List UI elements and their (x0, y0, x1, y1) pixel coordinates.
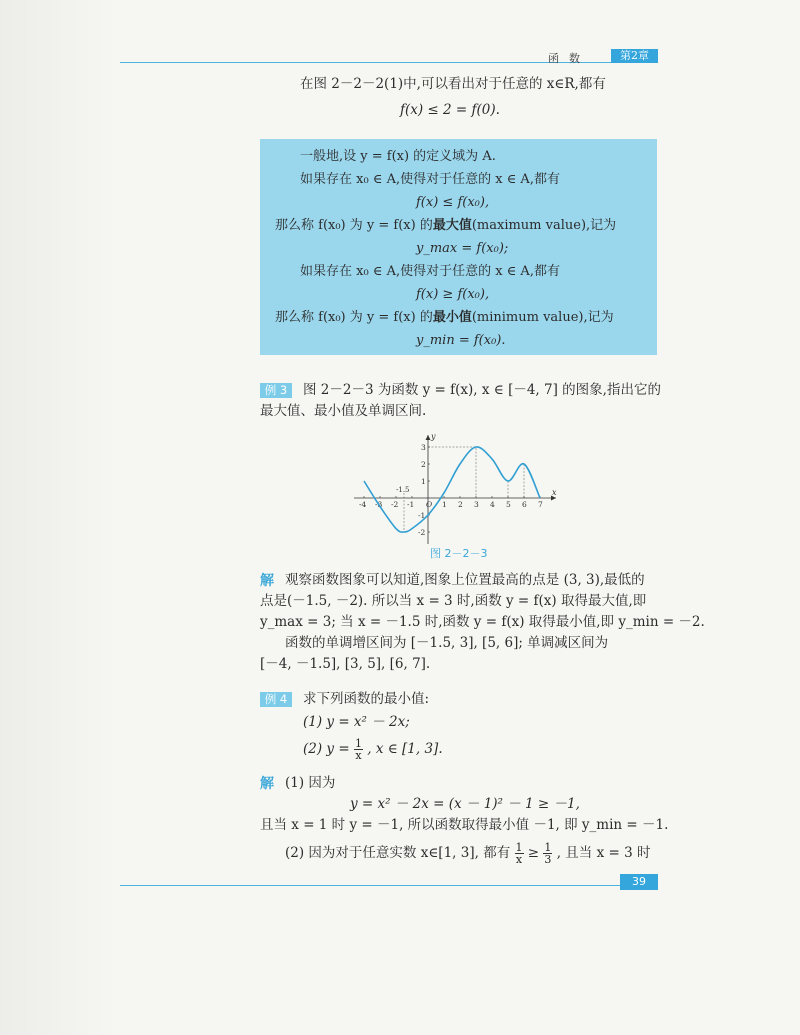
min-value-term: 最小值 (432, 310, 472, 325)
x-tick-label: 5 (506, 500, 511, 509)
header-title: 函数 (548, 52, 590, 65)
page-number: 39 (620, 874, 658, 890)
solution-3-line-2: 点是(－1.5, －2). 所以当 x = 3 时,函数 y = f(x) 取得最大值,即 (260, 593, 647, 609)
x-tick-label: -4 (359, 500, 367, 509)
solution-3-line-3: y_max = 3; 当 x = －1.5 时,函数 y = f(x) 取得最小值,即 y_min = －2. (260, 614, 705, 630)
def-line-7: f(x) ≥ f(x₀), (416, 287, 490, 302)
def-line-1: 一般地,设 y = f(x) 的定义域为 A. (300, 149, 496, 164)
y-tick-label: 3 (421, 443, 426, 452)
x-tick-label: 2 (458, 500, 463, 509)
page-shadow (0, 0, 120, 1035)
def-line-3: f(x) ≤ f(x₀), (416, 195, 490, 210)
min-x-annotation: -1.5 (396, 486, 410, 494)
def-line-9: y_min = f(x₀). (416, 333, 506, 348)
example-3-line-1: 图 2－2－3 为函数 y = f(x), x ∈ [－4, 7] 的图象,指出它的 (303, 382, 661, 398)
y-tick-label: -2 (418, 528, 426, 537)
fraction-denominator: x (515, 853, 523, 866)
y-axis-arrow (426, 435, 431, 440)
solution-3-label: 解 (260, 573, 274, 589)
solution-4-line-3: 且当 x = 1 时 y = －1, 所以函数取得最小值 －1, 即 y_min = －1. (260, 817, 669, 833)
def-line-4 (275, 216, 616, 236)
x-tick-label: -2 (391, 500, 399, 509)
example-4-domain: , x ∈ [1, 3]. (367, 741, 443, 757)
max-value-term: 最大值 (432, 218, 472, 233)
solution-4-label: 解 (260, 776, 274, 792)
solution-3-line-5: [－4, －1.5], [3, 5], [6, 7]. (260, 656, 431, 672)
example-4-line-1: 求下列函数的最小值: (303, 691, 430, 707)
max-guide-line (428, 447, 476, 498)
footer-rule (120, 885, 620, 886)
fraction-one-over-x (354, 738, 363, 761)
def-line-8 (275, 308, 614, 328)
fraction-numerator: 1 (515, 841, 523, 854)
y-tick-label: -1 (418, 511, 426, 520)
function-curve (364, 447, 540, 532)
x-tick-label: 3 (474, 500, 479, 509)
intro-formula: f(x) ≤ 2 = f(0). (400, 102, 500, 118)
def-line-8-a: 那么称 f(x₀) 为 y = f(x) 的 (275, 310, 433, 325)
y-tick-label: 1 (421, 477, 426, 486)
def-line-2: 如果存在 x₀ ∈ A,使得对于任意的 x ∈ A,都有 (300, 172, 560, 187)
fraction-one-third (543, 842, 552, 865)
def-line-8-c: (minimum value),记为 (471, 310, 614, 325)
fraction-denominator: 3 (544, 853, 552, 866)
x-tick-label: 7 (538, 500, 543, 509)
x-tick-label: 1 (442, 500, 447, 509)
y-axis-label: y (431, 432, 436, 441)
x-tick-label: O (426, 500, 433, 509)
figure-caption: 图 2－2－3 (430, 547, 488, 560)
intro-line: 在图 2－2－2(1)中,可以看出对于任意的 x∈R,都有 (300, 76, 606, 92)
example-3-line-2: 最大值、最小值及单调区间. (260, 403, 427, 419)
example-4-line-3 (303, 738, 443, 761)
definition-box (260, 139, 657, 355)
solution-3-line-4: 函数的单调增区间为 [－1.5, 3], [5, 6]; 单调减区间为 (285, 635, 609, 651)
fraction-one-over-x-2 (515, 842, 524, 865)
x-tick-label: 4 (490, 500, 495, 509)
def-line-5: y_max = f(x₀); (416, 241, 509, 256)
y-tick-label: 2 (421, 460, 426, 469)
solution-4-line-2: y = x² － 2x = (x － 1)² － 1 ≥ －1, (350, 796, 580, 812)
x-tick-label: -1 (407, 500, 415, 509)
x-axis-label: x (552, 488, 557, 497)
example-4-part-2: (2) y = (303, 741, 350, 757)
def-line-6: 如果存在 x₀ ∈ A,使得对于任意的 x ∈ A,都有 (300, 264, 560, 279)
example-3-tag: 例 3 (260, 383, 292, 398)
def-line-4-c: (maximum value),记为 (471, 218, 617, 233)
fraction-numerator: 1 (354, 737, 362, 750)
x-tick-label: -3 (375, 500, 383, 509)
ge-sign: ≥ (527, 845, 540, 861)
example-4-line-2: (1) y = x² － 2x; (303, 714, 410, 730)
solution-4-line-4-a: (2) 因为对于任意实数 x∈[1, 3], 都有 (285, 845, 511, 861)
x-tick-label: 6 (522, 500, 527, 509)
solution-4-line-1: (1) 因为 (285, 775, 336, 791)
chapter-badge: 第2章 (611, 49, 658, 63)
fraction-numerator: 1 (544, 841, 552, 854)
solution-4-line-4 (285, 842, 650, 865)
function-graph (350, 425, 570, 545)
solution-3-line-1: 观察函数图象可以知道,图象上位置最高的点是 (3, 3),最低的 (285, 572, 645, 588)
fraction-denominator: x (355, 749, 362, 762)
example-4-tag: 例 4 (260, 692, 292, 707)
def-line-4-a: 那么称 f(x₀) 为 y = f(x) 的 (275, 218, 433, 233)
solution-4-line-4-b: , 且当 x = 3 时 (556, 845, 651, 861)
